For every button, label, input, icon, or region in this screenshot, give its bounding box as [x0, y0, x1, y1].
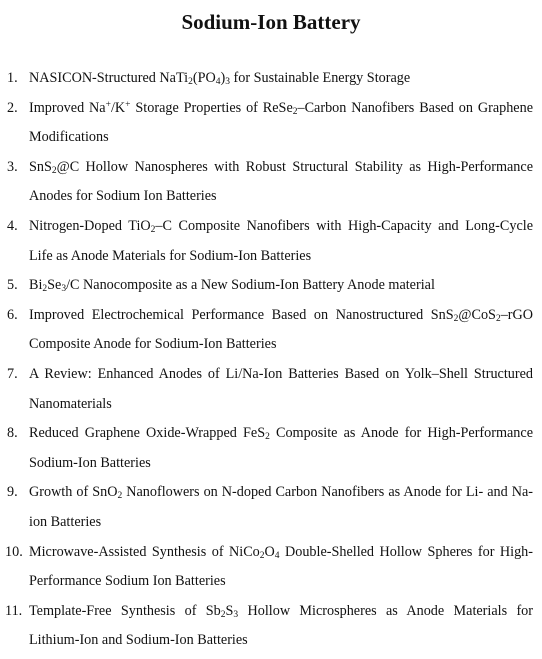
text-run: Growth of SnO — [29, 484, 118, 501]
reference-title — [29, 70, 410, 86]
superscript: + — [125, 99, 131, 110]
text-run: @C Hollow Nanospheres with Robust Structural Stability as High-Performance Anodes for Sodium Ion Batteries — [29, 158, 533, 205]
reference-number: 5. — [7, 277, 18, 294]
text-run: (PO — [192, 70, 216, 86]
reference-item — [0, 478, 542, 537]
subscript: 2 — [265, 432, 270, 443]
reference-item — [0, 360, 542, 419]
subscript: 2 — [453, 313, 459, 324]
text-run: Reduced Graphene Oxide-Wrapped FeS — [29, 425, 266, 442]
reference-number: 11. — [5, 602, 23, 619]
subscript: 2 — [292, 106, 298, 117]
text-run: Nanoflowers on N-doped Carbon Nanofibers as Anode for Li- and Na-ion Batteries — [29, 484, 533, 530]
reference-title — [29, 544, 533, 590]
text-run: /C Nanocomposite as a New Sodium-Ion Battery Anode material — [66, 277, 435, 294]
text-run: A Review: Enhanced Anodes of Li/Na-Ion Batteries Based on Yolk–Shell Structured Nanomaterials — [29, 365, 533, 412]
superscript: + — [105, 99, 111, 110]
subscript: 3 — [225, 77, 230, 87]
reference-item — [0, 64, 542, 94]
reference-item — [0, 597, 542, 656]
reference-list — [0, 64, 542, 656]
text-run: –C Composite Nanofibers with High-Capacity and Long-Cycle Life as Anode Materials for Sodium-Ion Batteries — [29, 217, 533, 264]
reference-number: 1. — [7, 70, 18, 86]
subscript: 2 — [259, 550, 265, 561]
reference-title — [29, 484, 533, 530]
reference-title — [29, 218, 533, 264]
text-run: O — [264, 543, 275, 560]
text-run: Se — [47, 277, 62, 294]
reference-item — [0, 271, 542, 301]
reference-item — [0, 301, 542, 360]
reference-number: 4. — [7, 217, 18, 234]
reference-title — [29, 425, 533, 471]
subscript: 3 — [61, 284, 67, 295]
text-run: Composite as Anode for High-Performance Sodium-Ion Batteries — [29, 425, 533, 471]
text-run: Improved Na — [29, 99, 106, 116]
reference-title — [29, 307, 533, 353]
text-run: @CoS — [458, 306, 496, 323]
subscript: 2 — [42, 284, 48, 295]
text-run: Improved Electrochemical Performance Based on Nanostructured SnS — [29, 306, 454, 323]
text-run: Hollow Microspheres as Anode Materials for Lithium-Ion and Sodium-Ion Batteries — [29, 602, 534, 649]
text-run: ) — [220, 70, 226, 86]
subscript: 2 — [150, 224, 156, 235]
reference-item — [0, 419, 542, 478]
text-run: Nitrogen-Doped TiO — [29, 217, 151, 234]
subscript: 2 — [495, 313, 501, 324]
reference-number: 3. — [7, 158, 18, 175]
reference-number: 7. — [7, 365, 18, 382]
text-run: Double-Shelled Hollow Spheres for High-Performance Sodium Ion Batteries — [29, 543, 533, 590]
text-run: Bi — [29, 277, 43, 294]
reference-title — [29, 100, 533, 146]
subscript: 2 — [117, 491, 123, 502]
reference-number: 10. — [5, 543, 23, 560]
reference-title — [29, 366, 533, 412]
reference-item — [0, 94, 542, 153]
text-run: S — [225, 602, 234, 619]
reference-number: 9. — [7, 484, 18, 501]
subscript: 2 — [188, 77, 193, 87]
subscript: 4 — [274, 550, 280, 561]
subscript: 3 — [233, 609, 239, 620]
subscript: 2 — [220, 609, 226, 620]
text-run: Storage Properties of ReSe — [130, 99, 293, 116]
text-run: NASICON-Structured NaTi — [29, 70, 189, 86]
page-title: Sodium-Ion Battery — [181, 10, 361, 34]
text-run: for Sustainable Energy Storage — [229, 70, 411, 86]
reference-item — [0, 212, 542, 271]
reference-title — [29, 159, 533, 205]
reference-item — [0, 153, 542, 212]
text-run: /K — [110, 99, 126, 116]
text-run: Microwave-Assisted Synthesis of NiCo — [29, 543, 260, 560]
reference-number: 2. — [7, 99, 18, 116]
reference-title — [29, 277, 435, 293]
reference-number: 6. — [7, 306, 18, 323]
subscript: 2 — [51, 165, 57, 176]
reference-item — [0, 538, 542, 597]
text-run: –rGO Composite Anode for Sodium-Ion Batteries — [29, 306, 533, 353]
text-run: –Carbon Nanofibers Based on Graphene Modifications — [29, 99, 533, 146]
text-run: Template-Free Synthesis of Sb — [29, 602, 221, 619]
subscript: 4 — [215, 77, 221, 87]
text-run: SnS — [29, 158, 52, 175]
reference-title — [29, 603, 533, 649]
reference-number: 8. — [7, 425, 18, 442]
